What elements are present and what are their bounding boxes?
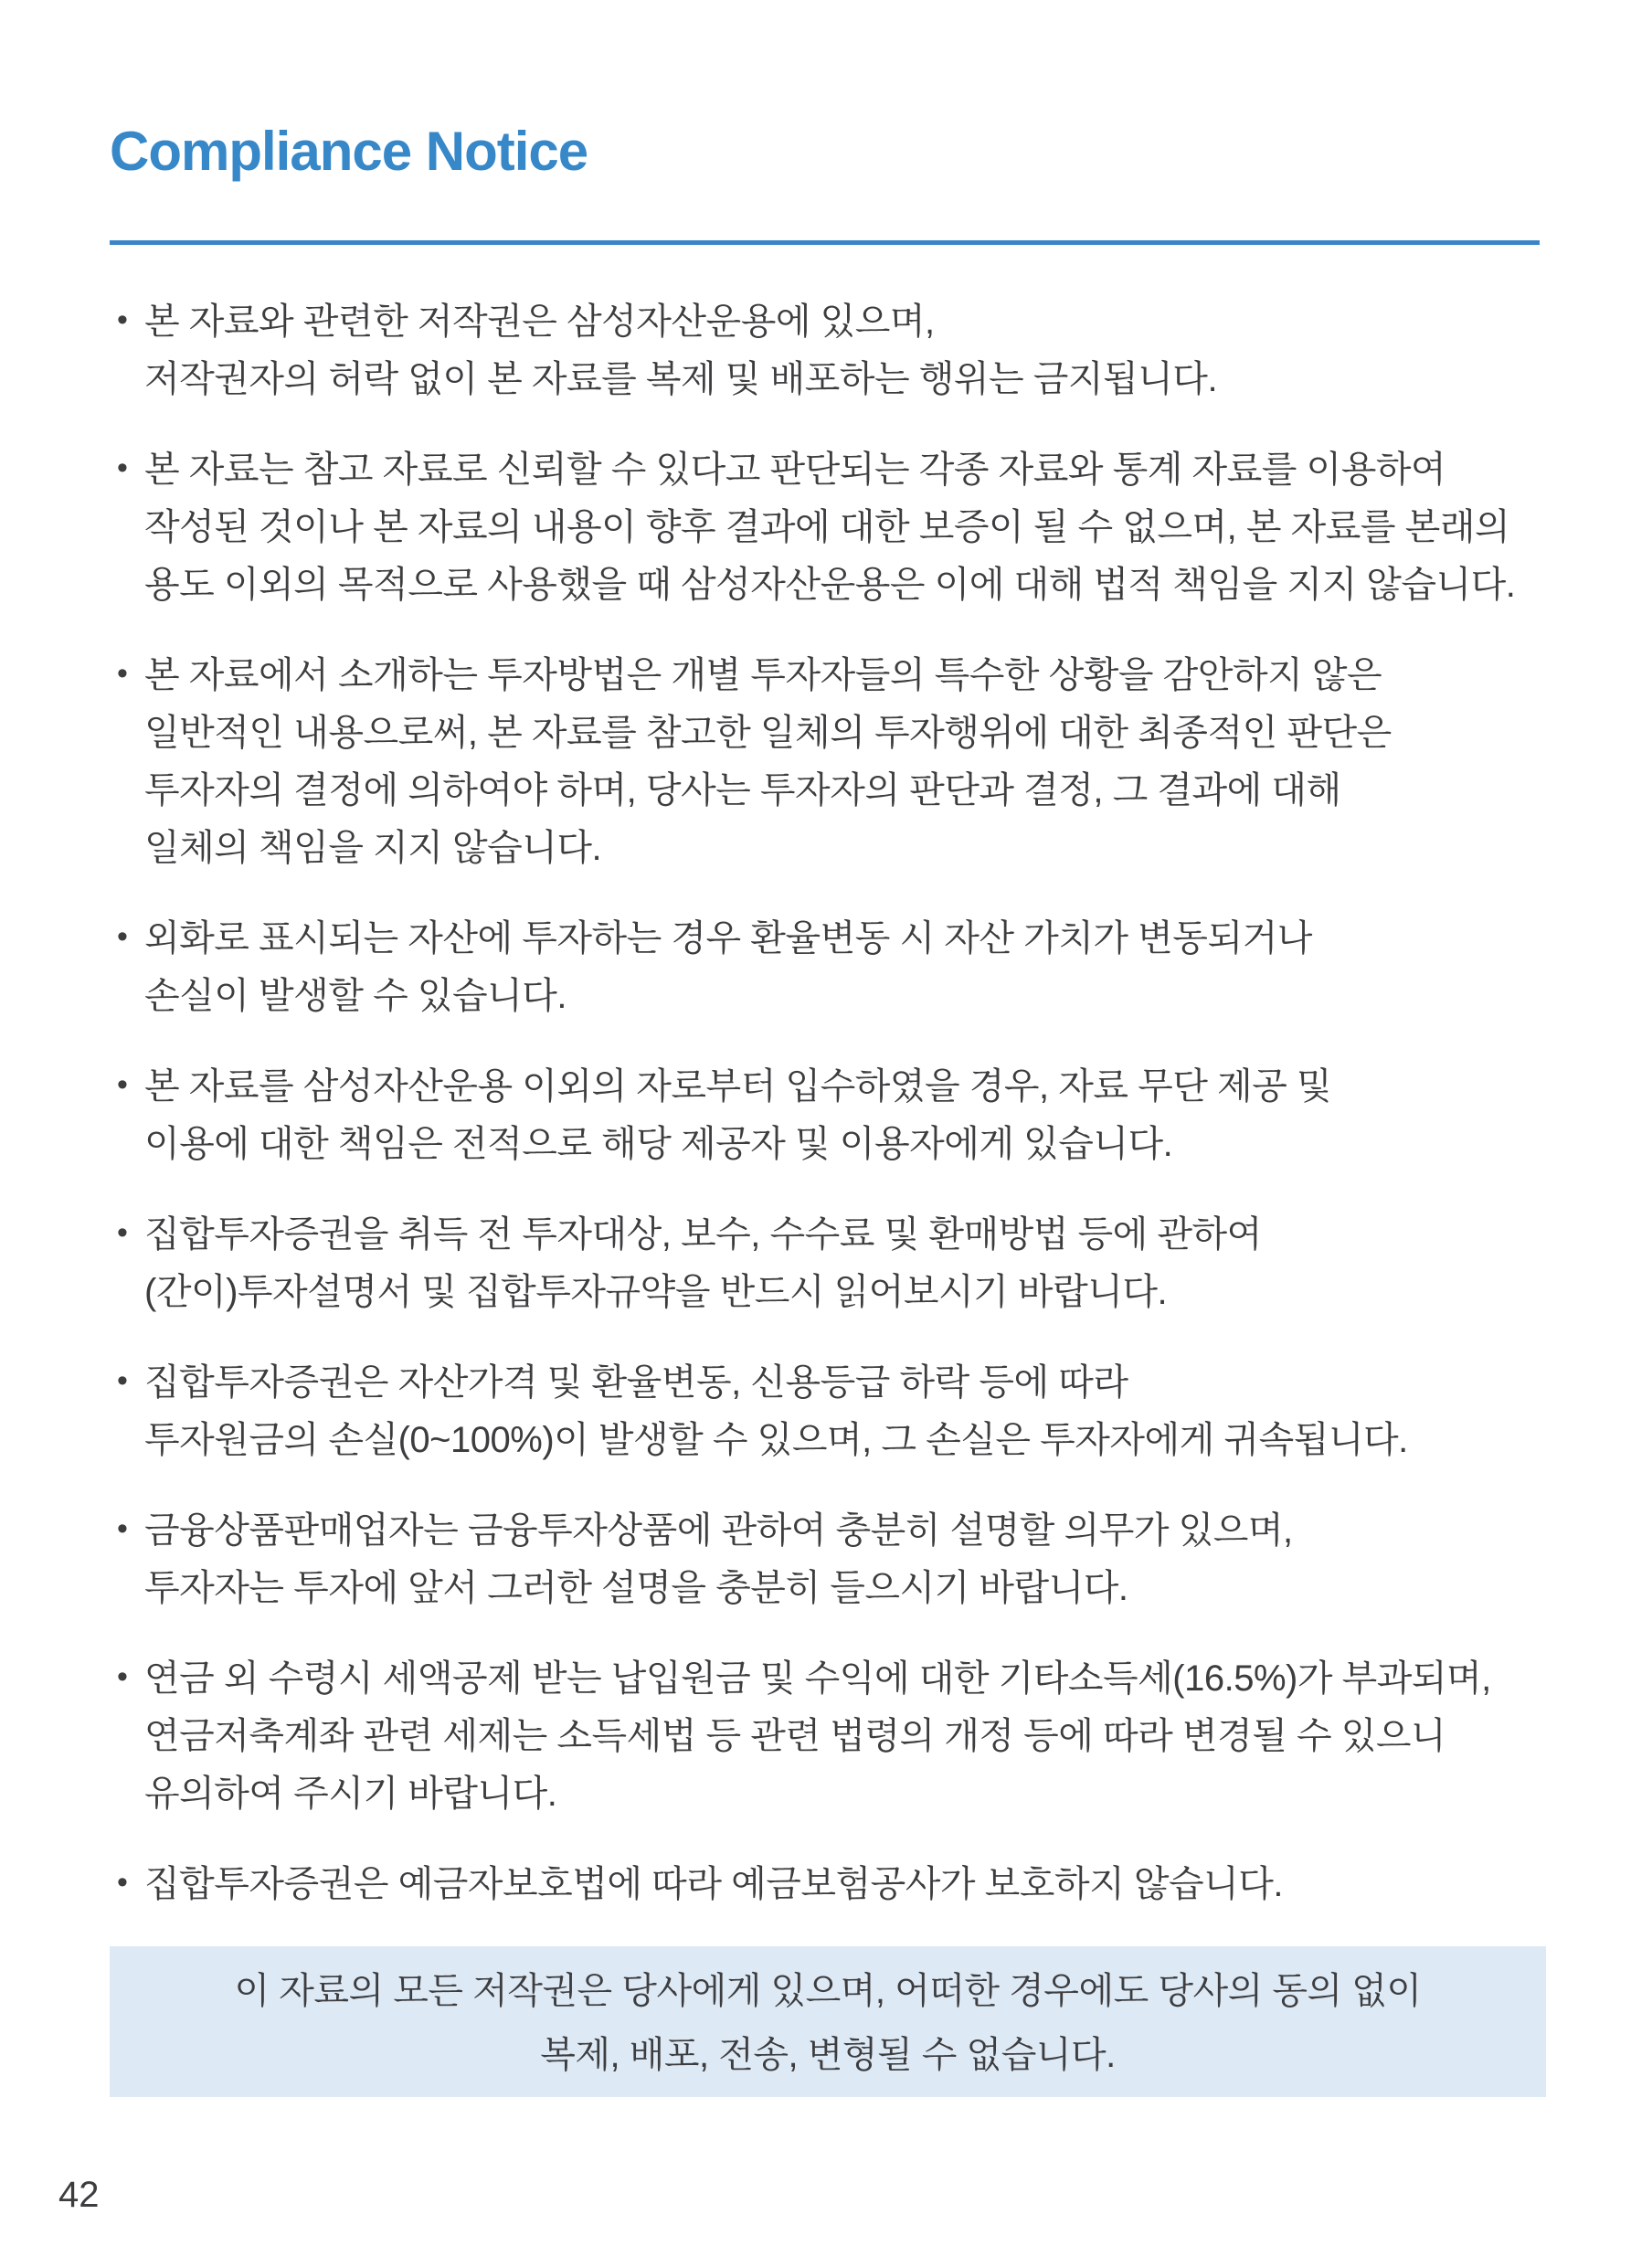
copyright-line: 이 자료의 모든 저작권은 당사에게 있으며, 어떠한 경우에도 당사의 동의 없이 [234, 1971, 1422, 2011]
page-title: Compliance Notice [110, 121, 588, 182]
copyright-notice-box [110, 1946, 1546, 2097]
bullet-line: 용도 이외의 목적으로 사용했을 때 삼성자산운용은 이에 대해 법적 책임을 지지 않습니다. [144, 565, 1516, 605]
bullet-line: • 금융상품판매업자는 금융투자상품에 관하여 충분히 설명할 의무가 있으며, [144, 1510, 1293, 1551]
bullet-line: • 본 자료와 관련한 저작권은 삼성자산운용에 있으며, [144, 302, 935, 342]
bullet-line: 일반적인 내용으로써, 본 자료를 참고한 일체의 투자행위에 대한 최종적인 판단은 [144, 713, 1392, 753]
compliance-bullet [110, 1058, 1546, 1173]
compliance-bullet [110, 647, 1546, 877]
bullet-line: • 집합투자증권을 취득 전 투자대상, 보수, 수수료 및 환매방법 등에 관하여 [144, 1214, 1262, 1255]
bullet-line: • 집합투자증권은 예금자보호법에 따라 예금보험공사가 보호하지 않습니다. [144, 1864, 1284, 1904]
page-number: 42 [58, 2175, 100, 2215]
title-divider [110, 240, 1540, 245]
bullet-line: 손실이 발생할 수 있습니다. [144, 976, 567, 1016]
bullet-line: 저작권자의 허락 없이 본 자료를 복제 및 배포하는 행위는 금지됩니다. [144, 359, 1218, 399]
compliance-bullet [110, 441, 1546, 614]
bullet-line: • 본 자료에서 소개하는 투자방법은 개별 투자자들의 특수한 상황을 감안하지 않은 [144, 655, 1382, 695]
compliance-bullet [110, 1354, 1546, 1469]
compliance-bullet [110, 910, 1546, 1025]
bullet-line: 투자자는 투자에 앞서 그러한 설명을 충분히 들으시기 바랍니다. [144, 1568, 1128, 1608]
compliance-bullet [110, 1502, 1546, 1617]
bullet-line: • 집합투자증권은 자산가격 및 환율변동, 신용등급 하락 등에 따라 [144, 1362, 1128, 1403]
compliance-bullet [110, 1650, 1546, 1823]
bullet-line: (간이)투자설명서 및 집합투자규약을 반드시 읽어보시기 바랍니다. [144, 1272, 1168, 1312]
bullet-line: 이용에 대한 책임은 전적으로 해당 제공자 및 이용자에게 있습니다. [144, 1124, 1173, 1164]
bullet-line: 일체의 책임을 지지 않습니다. [144, 828, 602, 868]
compliance-bullet [110, 1206, 1546, 1321]
bullet-line: • 본 자료는 참고 자료로 신뢰할 수 있다고 판단되는 각종 자료와 통계 자료를 이용하여 [144, 450, 1446, 490]
bullet-line: 유의하여 주시기 바랍니다. [144, 1774, 557, 1814]
bullet-line: 작성된 것이나 본 자료의 내용이 향후 결과에 대한 보증이 될 수 없으며, 본 자료를 본래의 [144, 507, 1510, 547]
bullet-line: • 본 자료를 삼성자산운용 이외의 자로부터 입수하였을 경우, 자료 무단 제공 및 [144, 1066, 1332, 1107]
bullet-line: 투자원금의 손실(0~100%)이 발생할 수 있으며, 그 손실은 투자자에게 귀속됩니다. [144, 1420, 1408, 1460]
bullet-line: • 외화로 표시되는 자산에 투자하는 경우 환율변동 시 자산 가치가 변동되거나 [144, 918, 1312, 959]
compliance-list [110, 293, 1546, 1913]
copyright-line: 복제, 배포, 전송, 변형될 수 없습니다. [540, 2035, 1116, 2075]
compliance-bullet [110, 1856, 1546, 1913]
bullet-line: 투자자의 결정에 의하여야 하며, 당사는 투자자의 판단과 결정, 그 결과에 대해 [144, 770, 1341, 810]
bullet-line: • 연금 외 수령시 세액공제 받는 납입원금 및 수익에 대한 기타소득세(16.5%)가 부과되며, [144, 1658, 1491, 1699]
compliance-bullet [110, 293, 1546, 408]
bullet-line: 연금저축계좌 관련 세제는 소득세법 등 관련 법령의 개정 등에 따라 변경될 수 있으니 [144, 1716, 1446, 1756]
